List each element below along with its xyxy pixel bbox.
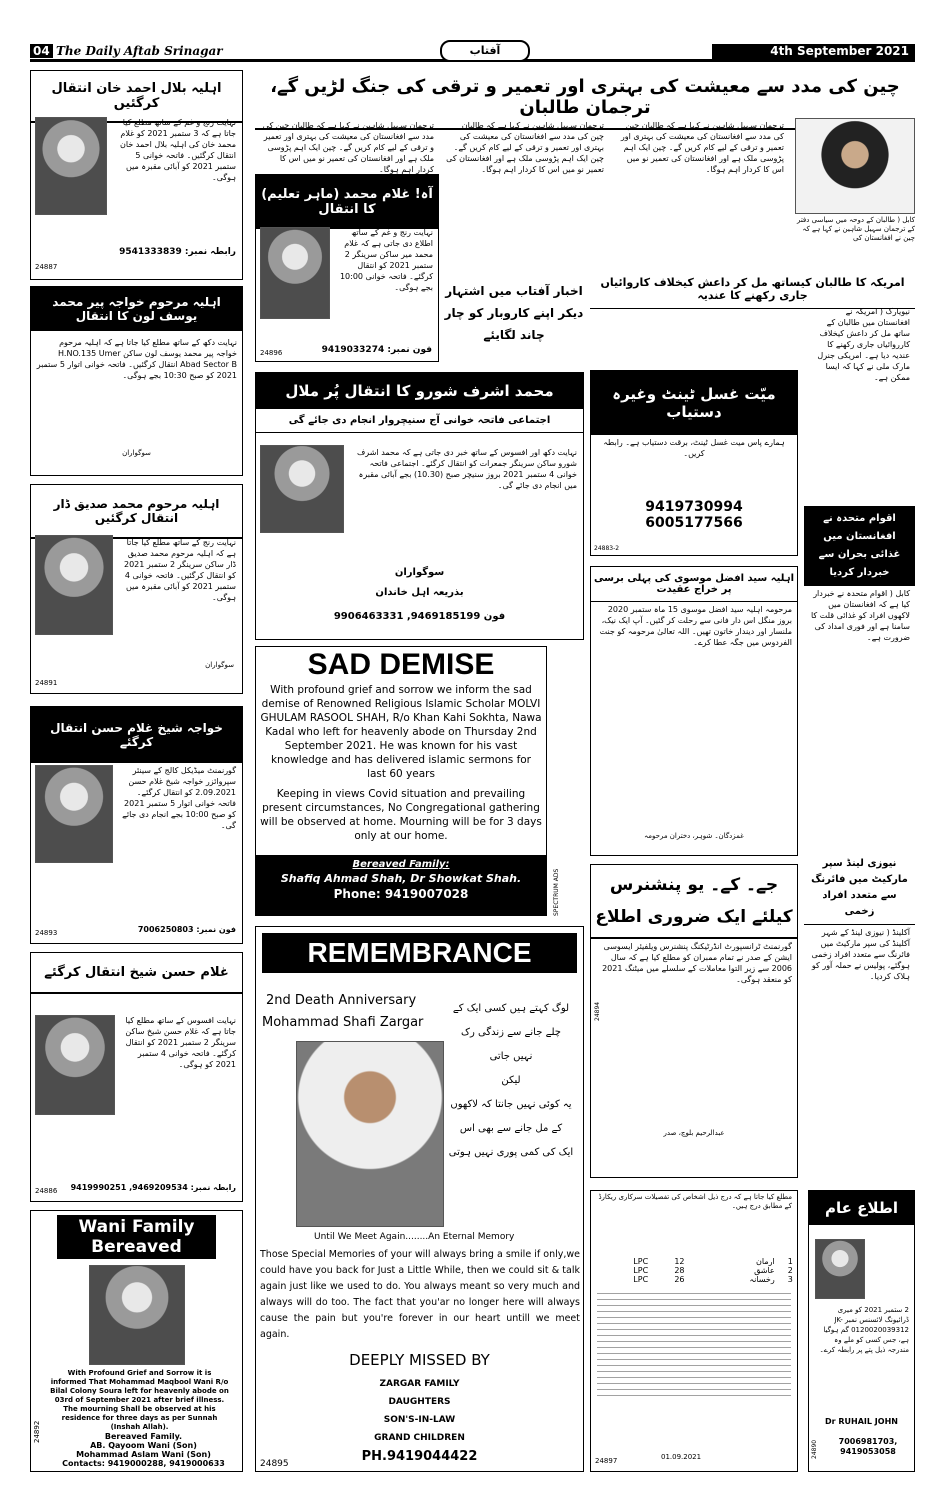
ad-ref: 24895 bbox=[260, 1459, 289, 1469]
cell: LPC bbox=[633, 1257, 649, 1266]
cell: رخسانہ bbox=[749, 1275, 775, 1284]
family-line: GRAND CHILDREN bbox=[374, 1433, 465, 1443]
ad-sign-1: سوگواران bbox=[394, 567, 445, 578]
ad-contact: رابطہ نمبر: 9469209534, 9419990251 bbox=[70, 1183, 236, 1192]
ad-body: نہایت رنج و غم کے ساتھ مطلع کیا جاتا ہے کہ 3 ستمبر 2021 کو غلام محمد خان کی اہلیہ بلال احمد خان انتقال کرگئیں۔ فاتحہ خوانی 5 ستمبر 2021 کو آبائی مقبرہ میں ہوگی۔ bbox=[120, 118, 236, 182]
bereaved-names: Shafiq Ahmad Shah, Dr Showkat Shah. bbox=[280, 872, 522, 885]
cell: 2 bbox=[787, 1266, 793, 1275]
poem-line: یہ کوئی نہیں جانتا کہ لاکھوں bbox=[450, 1099, 572, 1110]
ad-ashraf bbox=[255, 372, 584, 640]
ad-phone: PH.9419044422 bbox=[361, 1449, 478, 1464]
ad-ref: 24886 bbox=[35, 1187, 58, 1195]
cell: ارمان bbox=[756, 1257, 775, 1266]
ad-title: آہ! غلام محمد (ماہر تعلیم) کا انتقال bbox=[256, 175, 438, 229]
ad-body: نہایت دکھ کے ساتھ مطلع کیا جاتا ہے کہ اہلیہ مرحوم خواجہ پیر محمد یوسف لون ساکن H.NO.135 Umer Abad Sector B انتقال کرگئیں۔ فاتحہ خوانی اتوار 5 ستمبر 2021 کو صبح 10:30 بجے ہوگی۔ bbox=[36, 338, 237, 380]
ad-body: نہایت دکھ اور افسوس کے ساتھ خبر دی جاتی ہے کہ محمد اشرف شورو ساکن سرینگر جمعرات کو انتقال کرگئے۔ اجتماعی فاتحہ خوانی 4 ستمبر 2021 بروز سنیچر صبح (10.30) بجے آبائی مقبرہ میں انجام دی جائے گی۔ bbox=[357, 448, 577, 490]
ad-body: مطلع کیا جاتا ہے کہ درج ذیل اشخاص کی تفصیلات سرکاری ریکارڈ کے مطابق درج ہیں۔ bbox=[598, 1193, 792, 1210]
cell: 3 bbox=[787, 1275, 793, 1284]
cell: LPC bbox=[633, 1266, 649, 1275]
ad-body: گورنمنٹ میڈیکل کالج کے سینئر سپروائزر خواجہ شیخ غلام حسن 2.09.2021 کو انتقال کرگئے۔ فاتحہ خوانی اتوار 5 ستمبر 2021 کو صبح 10:00 بجے انجام دی جائے گی۔ bbox=[122, 766, 236, 830]
story-headline: اقوام متحدہ نے افغانستان میں غذائی بحران سے خبردار کردیا bbox=[804, 506, 915, 586]
poem-line: نہیں جاتی bbox=[489, 1051, 533, 1062]
ad-title-band bbox=[57, 1215, 216, 1259]
family-line: SON'S-IN-LAW bbox=[383, 1415, 456, 1425]
ad-ref: 24897 bbox=[595, 1457, 618, 1465]
ad-phone: Phone: 9419007028 bbox=[333, 887, 469, 901]
story-un bbox=[804, 506, 915, 846]
ad-title: اہلیہ بلال احمد خان انتقال کرگئیں bbox=[31, 71, 242, 123]
ad-phones: 7006981703, 9419053058 bbox=[838, 1437, 898, 1456]
family-line: ZARGAR FAMILY bbox=[379, 1379, 460, 1389]
deeply-missed: DEEPLY MISSED BY bbox=[349, 1351, 490, 1369]
ad-footer bbox=[256, 855, 546, 915]
ad-wani bbox=[30, 1210, 243, 1472]
table-row bbox=[595, 1266, 793, 1275]
ad-sign: سوگواران bbox=[122, 449, 151, 457]
ad-son-1: AB. Qayoom Wani (Son) bbox=[90, 1441, 197, 1450]
ad-peer bbox=[30, 286, 243, 476]
ad-title: اہلیہ سید افضل موسوی کی پہلی برسی پر خراج عقیدت bbox=[591, 567, 797, 602]
ad-ref: 24896 bbox=[260, 349, 283, 357]
ad-title: غلام حسن شیخ انتقال کرگئے bbox=[31, 953, 242, 994]
cell: LPC bbox=[633, 1275, 649, 1284]
ad-title: Wani Family bbox=[78, 1217, 195, 1237]
ad-bilal bbox=[30, 70, 243, 280]
ad-contact: رابطہ نمبر: 9541333839 bbox=[119, 247, 236, 257]
ad-body: 2 ستمبر 2021 کو میری ڈرائیونگ لائسنس نمبر JK-0120020039312 گم ہوگیا ہے، جس کسی کو ملے وہ مندرجہ ذیل پتے پر رابطہ کرے۔ bbox=[819, 1306, 909, 1354]
house-ad: اخبار آفتاب میں اشتہار دیکر اپنے کاروبار کو چار چاند لگایئے bbox=[444, 284, 584, 342]
story-nz bbox=[804, 852, 915, 1178]
ad-ref: 24891 bbox=[35, 679, 58, 687]
cell: 1 bbox=[787, 1257, 793, 1266]
ad-subtitle: اجتماعی فاتحہ خوانی آج سنیچروار انجام دی جائے گی bbox=[256, 409, 583, 433]
photo-caption: کابل ( طالبان کے دوحہ میں سیاسی دفتر کے ترجمان سہیل شاہین نے کہا ہے کہ چین نے افغانستان کی bbox=[796, 216, 915, 242]
deceased-photo bbox=[296, 1041, 444, 1227]
ad-title: SAD DEMISE bbox=[307, 648, 495, 681]
ad-ref: 24892 bbox=[33, 1420, 41, 1443]
ad-title: REMEMBRANCE bbox=[262, 933, 577, 973]
poem-line: کے مل جانے سے بھی اس bbox=[459, 1123, 563, 1134]
notice-table bbox=[595, 1257, 793, 1284]
ad-subtitle: Bereaved bbox=[91, 1237, 182, 1257]
ad-phone-2: 6005177566 bbox=[645, 515, 743, 531]
fine-print bbox=[597, 1290, 791, 1400]
table-row bbox=[595, 1257, 793, 1266]
ad-ref: 24887 bbox=[35, 263, 58, 271]
bereaved-label: Bereaved Family: bbox=[352, 859, 450, 870]
poem-line: چلے جانے سے زندگی رک bbox=[461, 1027, 561, 1038]
ad-notice-table bbox=[590, 1190, 798, 1472]
ad-title: جے۔ کے۔ یو پنشنرس کیلئے ایک ضروری اطلاع bbox=[591, 865, 797, 939]
news-photo bbox=[795, 118, 915, 214]
ad-contact: فون نمبر: 9419033274 bbox=[321, 345, 432, 355]
story-body: نیویارک ( امریکہ نے افغانستان میں طالبان کے ساتھ مل کر داعش کیخلاف کارروائیاں جاری رکھنے کا عندیہ دیا ہے۔ امریکی جنرل مارک ملی نے کہا کہ ایسا ممکن ہے۔ bbox=[817, 307, 910, 382]
story-headline: نیوزی لینڈ سپر مارکیٹ میں فائرنگ سے متعدد افراد زخمی bbox=[804, 852, 915, 925]
ad-title: محمد اشرف شورو کا انتقال پُر ملال bbox=[256, 373, 583, 409]
deceased-photo bbox=[89, 1265, 185, 1365]
ad-son-2: Mohammad Aslam Wani (Son) bbox=[76, 1450, 211, 1459]
ad-body: مرحومہ اہلیہ سید افضل موسوی 15 ماہ ستمبر 2020 بروز منگل اس دار فانی سے رحلت کر گئیں۔ آپ ایک نیک، ملنسار اور دیندار خاتون تھیں۔ اللہ تعالیٰ مرحومہ کو جنت الفردوس میں جگہ عطا کرے۔ bbox=[599, 605, 792, 647]
ad-title: اہلیہ مرحوم خواجہ پیر محمد یوسف لون کا انتقال bbox=[31, 287, 242, 331]
deceased-name: Mohammad Shafi Zargar bbox=[262, 1015, 424, 1030]
ad-sign: غمزدگان۔ شوہر، دختران مرحومہ bbox=[644, 832, 744, 840]
ad-body: With Profound Grief and Sorrow it is informed That Mohammad Maqbool Wani R/o Bilal Colony Soura left for heavenly abode on 03rd of September 2021 after brief illness. The mourning Shall be observed at his residence for three days as per Sunnah (Inshah Allah). bbox=[50, 1369, 229, 1431]
table-row bbox=[595, 1275, 793, 1284]
deceased-photo bbox=[35, 1015, 115, 1115]
cell: 12 bbox=[674, 1257, 685, 1266]
ad-tent bbox=[590, 370, 798, 556]
cell: 26 bbox=[674, 1275, 685, 1284]
ad-ref: 24890 bbox=[811, 1439, 818, 1459]
poem-line: لوگ کہتے ہیں کسی ایک کے bbox=[452, 1003, 570, 1014]
ad-para-1: With profound grief and sorrow we inform the sad demise of Renowned Religious Islamic Scholar MOLVI GHULAM RASOOL SHAH, R/o Khan Kahi Sokhta, Nawa Kadal who left for heavenly abode on Thursday 2nd September 2021. He was known for his vast knowledge and has delivered islamic sermons for last 60 years bbox=[260, 684, 542, 780]
ad-title: اطلاع عام bbox=[809, 1191, 914, 1225]
ad-sign-2: بذریعہ اہل خاندان bbox=[375, 587, 464, 598]
photo-caption: Until We Meet Again........An Eternal Memory bbox=[314, 1232, 515, 1242]
ad-body: گورنمنٹ ٹرانسپورٹ انڈرٹیکنگ پنشنرس ویلفیئر ایسوسی ایشن کے صدر نے تمام ممبران کو مطلع کیا ہے کہ سال 2006 سے زیر التوا معاملات کے سلسلے میں میٹنگ 2021 کو منعقد ہوگی۔ bbox=[602, 942, 792, 984]
ad-title: اہلیہ مرحوم محمد صدیق ڈار انتقال کرگئیں bbox=[31, 485, 242, 539]
ad-date: 01.09.2021 bbox=[661, 1453, 702, 1461]
ad-body: نہایت رنج کے ساتھ مطلع کیا جاتا ہے کہ اہلیہ مرحوم محمد صدیق ڈار ساکن سرینگر 2 ستمبر 2021 کو انتقال کرگئیں۔ فاتحہ خوانی 4 ستمبر 2021 کو آبائی مقبرہ میں ہوگی۔ bbox=[123, 538, 236, 602]
ad-body: ہمارے پاس میت غسل ٹینٹ، برقت دستیاب ہے۔ رابطہ کریں۔ bbox=[603, 438, 785, 458]
agency-label: SPECTRUM ADS bbox=[553, 868, 560, 916]
ad-contact: فون 9469185199, 9906463331 bbox=[333, 611, 506, 622]
ad-ref: 24883-2 bbox=[594, 545, 620, 552]
page-number: 04 bbox=[30, 44, 53, 58]
main-headline: چین کی مدد سے معیشت کی بہتری اور تعمیر و ترقی کی جنگ لڑیں گے، ترجمان طالبان bbox=[255, 66, 915, 130]
ad-musavi bbox=[590, 566, 798, 856]
deceased-photo bbox=[260, 227, 330, 319]
deceased-photo bbox=[35, 117, 107, 215]
main-body-col1: ترجمان سہیل شاہین نے کہا ہے کہ طالبان چین کی مدد سے افغانستان کی معیشت کی بہتری اور تعمیر و ترقی کے لیے کام کریں گے۔ چین ایک اہم پڑوسی ملک ہے اور افغانستان کی تعمیر نو میں اس کا کردار اہم ہوگا۔ bbox=[620, 121, 784, 174]
ad-ghulam bbox=[30, 952, 243, 1202]
deceased-photo bbox=[35, 535, 113, 635]
ad-ref: 24893 bbox=[35, 929, 58, 937]
ad-body: نہایت افسوس کے ساتھ مطلع کیا جاتا ہے کہ غلام حسن شیخ ساکن سرینگر 2 ستمبر 2021 کو انتقال کرگئے۔ فاتحہ خوانی 4 ستمبر 2021 کو ہوگی۔ bbox=[125, 1016, 236, 1069]
poem-line: لیکن bbox=[501, 1075, 521, 1086]
ad-name: Dr RUHAIL JOHN bbox=[825, 1417, 898, 1426]
ad-contact: Contacts: 9419000288, 9419000633 bbox=[62, 1459, 225, 1468]
ad-phone-1: 9419730994 bbox=[645, 499, 743, 515]
main-body-col2: ترجمان سہیل شاہین نے کہا ہے کہ طالبان چین کی مدد سے افغانستان کی معیشت کی بہتری اور تعمیر و ترقی کے لیے کام کریں گے۔ چین ایک اہم پڑوسی ملک ہے اور افغانستان کی تعمیر نو میں اس کا کردار اہم ہوگا۔ bbox=[446, 121, 604, 174]
deceased-photo bbox=[35, 765, 113, 863]
ad-sign: سوگواران bbox=[205, 661, 234, 669]
ad-sad-demise bbox=[255, 646, 547, 916]
family-line: DAUGHTERS bbox=[388, 1397, 451, 1407]
ad-body: Those Special Memories of your will always bring a smile if only,we could have you back for Just a Little While, then we could sit & talk again just like we used to do. You always meant so very much and always will do too. The fact that you'ar no longer here will always cause the pain but you're forever in our heart untill we meet again. bbox=[260, 1249, 580, 1340]
ad-aam bbox=[808, 1190, 915, 1472]
ad-remembrance bbox=[255, 926, 584, 1472]
story-body: کابل ( اقوام متحدہ نے خبردار کیا ہے کہ افغانستان میں لاکھوں افراد کو غذائی قلت کا سامنا ہے اور فوری امداد کی ضرورت ہے۔ bbox=[810, 589, 910, 642]
ad-title: میّت غسل ٹینٹ وغیرہ دستیاب bbox=[591, 371, 797, 435]
ad-bereaved: Bereaved Family. bbox=[104, 1432, 183, 1441]
paper-logo: آفتاب bbox=[440, 40, 530, 62]
story-headline: امریکہ کا طالبان کیساتھ مل کر داعش کیخلاف کاروائیاں جاری رکھنے کا عندیہ bbox=[590, 270, 915, 309]
urdu-poem bbox=[447, 997, 575, 1165]
cell: 28 bbox=[674, 1266, 685, 1275]
ad-sign: عبدالرحیم بلوچ، صدر bbox=[663, 1129, 725, 1137]
ad-para-2: Keeping in views Covid situation and prevailing present circumstances, No Congregational gathering will be observed at home. Mourning will be for 3 days only at our home. bbox=[260, 788, 542, 842]
ad-title: خواجہ شیخ غلام حسن انتقال کرگئے bbox=[31, 707, 242, 763]
paper-name: The Daily Aftab Srinagar bbox=[56, 44, 223, 58]
ad-ref: 24894 bbox=[594, 1001, 601, 1021]
cell: عاشق bbox=[754, 1266, 775, 1275]
person-photo bbox=[815, 1239, 865, 1299]
ad-siddiq bbox=[30, 484, 243, 694]
story-body: آکلینڈ ( نیوزی لینڈ کے شہر آکلینڈ کی سپر مارکیٹ میں فائرنگ سے متعدد افراد زخمی ہوگئے، پولیس نے حملہ آور کو ہلاک کردیا۔ bbox=[811, 928, 910, 981]
poem-line: ایک کی کمی پوری نہیں ہوتی bbox=[448, 1147, 574, 1158]
ad-body: نہایت رنج و غم کے ساتھ اطلاع دی جاتی ہے کہ غلام محمد میر ساکن سرینگر 2 ستمبر 2021 کو انتقال کرگئے۔ فاتحہ خوانی 10:00 بجے ہوگی۔ bbox=[339, 228, 433, 292]
anniversary-label: 2nd Death Anniversary bbox=[266, 993, 417, 1008]
main-body-col3: ترجمان سہیل شاہین نے کہا ہے کہ طالبان چین کی مدد سے افغانستان کی معیشت کی بہتری اور تعمیر و ترقی کے لیے کام کریں گے۔ چین ایک اہم پڑوسی ملک ہے اور افغانستان کی تعمیر نو میں اس کا کردار اہم ہوگا۔ bbox=[262, 121, 434, 174]
ad-jk-pensioners bbox=[590, 864, 798, 1178]
deceased-photo bbox=[260, 445, 344, 533]
ad-khwaja bbox=[30, 706, 243, 944]
ad-contact: فون نمبر: 7006250803 bbox=[137, 925, 236, 934]
issue-date: 4th September 2021 bbox=[712, 44, 915, 60]
ad-teacher bbox=[255, 174, 439, 362]
